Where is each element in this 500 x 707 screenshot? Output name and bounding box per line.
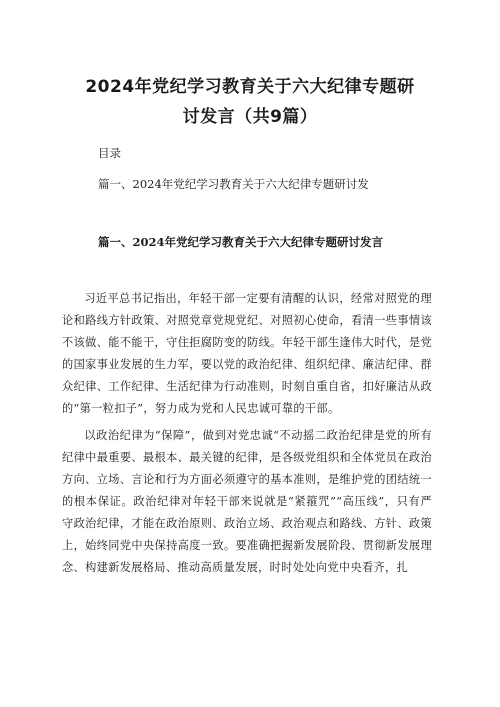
document-title (60, 72, 440, 132)
body-paragraph-2: 以政治纪律为“保障”，做到对党忠诚“不动摇二政治纪律是党的所有纪律中最重要、最根本、最关键的纪律，是各级党组织和全体党员在政治方向、立场、言论和行为方面必须遵守的基本准则，是维护党的团结统一的根本保证。政治纪律对年轻干部来说就是“紧箍咒”“高压线”，只有严守政治纪律，才能在政治原则、政治立场、政治观点和路线、方针、政策上，始终同党中央保持高度一致。要准确把握新发展阶段、贯彻新发展理念、构建新发展格局、推动高质量发展，时时处处向党中央看齐，扎 (62, 428, 432, 575)
document-title-line-2: 讨发言（共9篇） (182, 107, 318, 127)
section-heading: 篇一、2024年党纪学习教育关于六大纪律专题研讨发言 (98, 235, 384, 249)
document-title-line-1: 2024年党纪学习教育关于六大纪律专题研 (85, 77, 415, 97)
toc-label: 目录 (98, 146, 121, 160)
body-paragraph-1: 习近平总书记指出，年轻干部一定要有清醒的认识，经常对照党的理论和路线方针政策、对照党章党规党纪、对照初心使命，看清一些事情该不该做、能不能干，守住拒腐防变的防线。年轻干部生逢伟大时代，是党的国家事业发展的生力军，要以党的政治纪律、组织纪律、廉洁纪律、群众纪律、工作纪律、生活纪律为行动准则，时刻自重自省，扣好廉洁从政的“第一粒扣子”，努力成为党和人民忠诚可靠的干部。 (62, 292, 432, 416)
toc-entry-1: 篇一、2024年党纪学习教育关于六大纪律专题研讨发 (98, 177, 369, 191)
body-text (62, 288, 432, 583)
